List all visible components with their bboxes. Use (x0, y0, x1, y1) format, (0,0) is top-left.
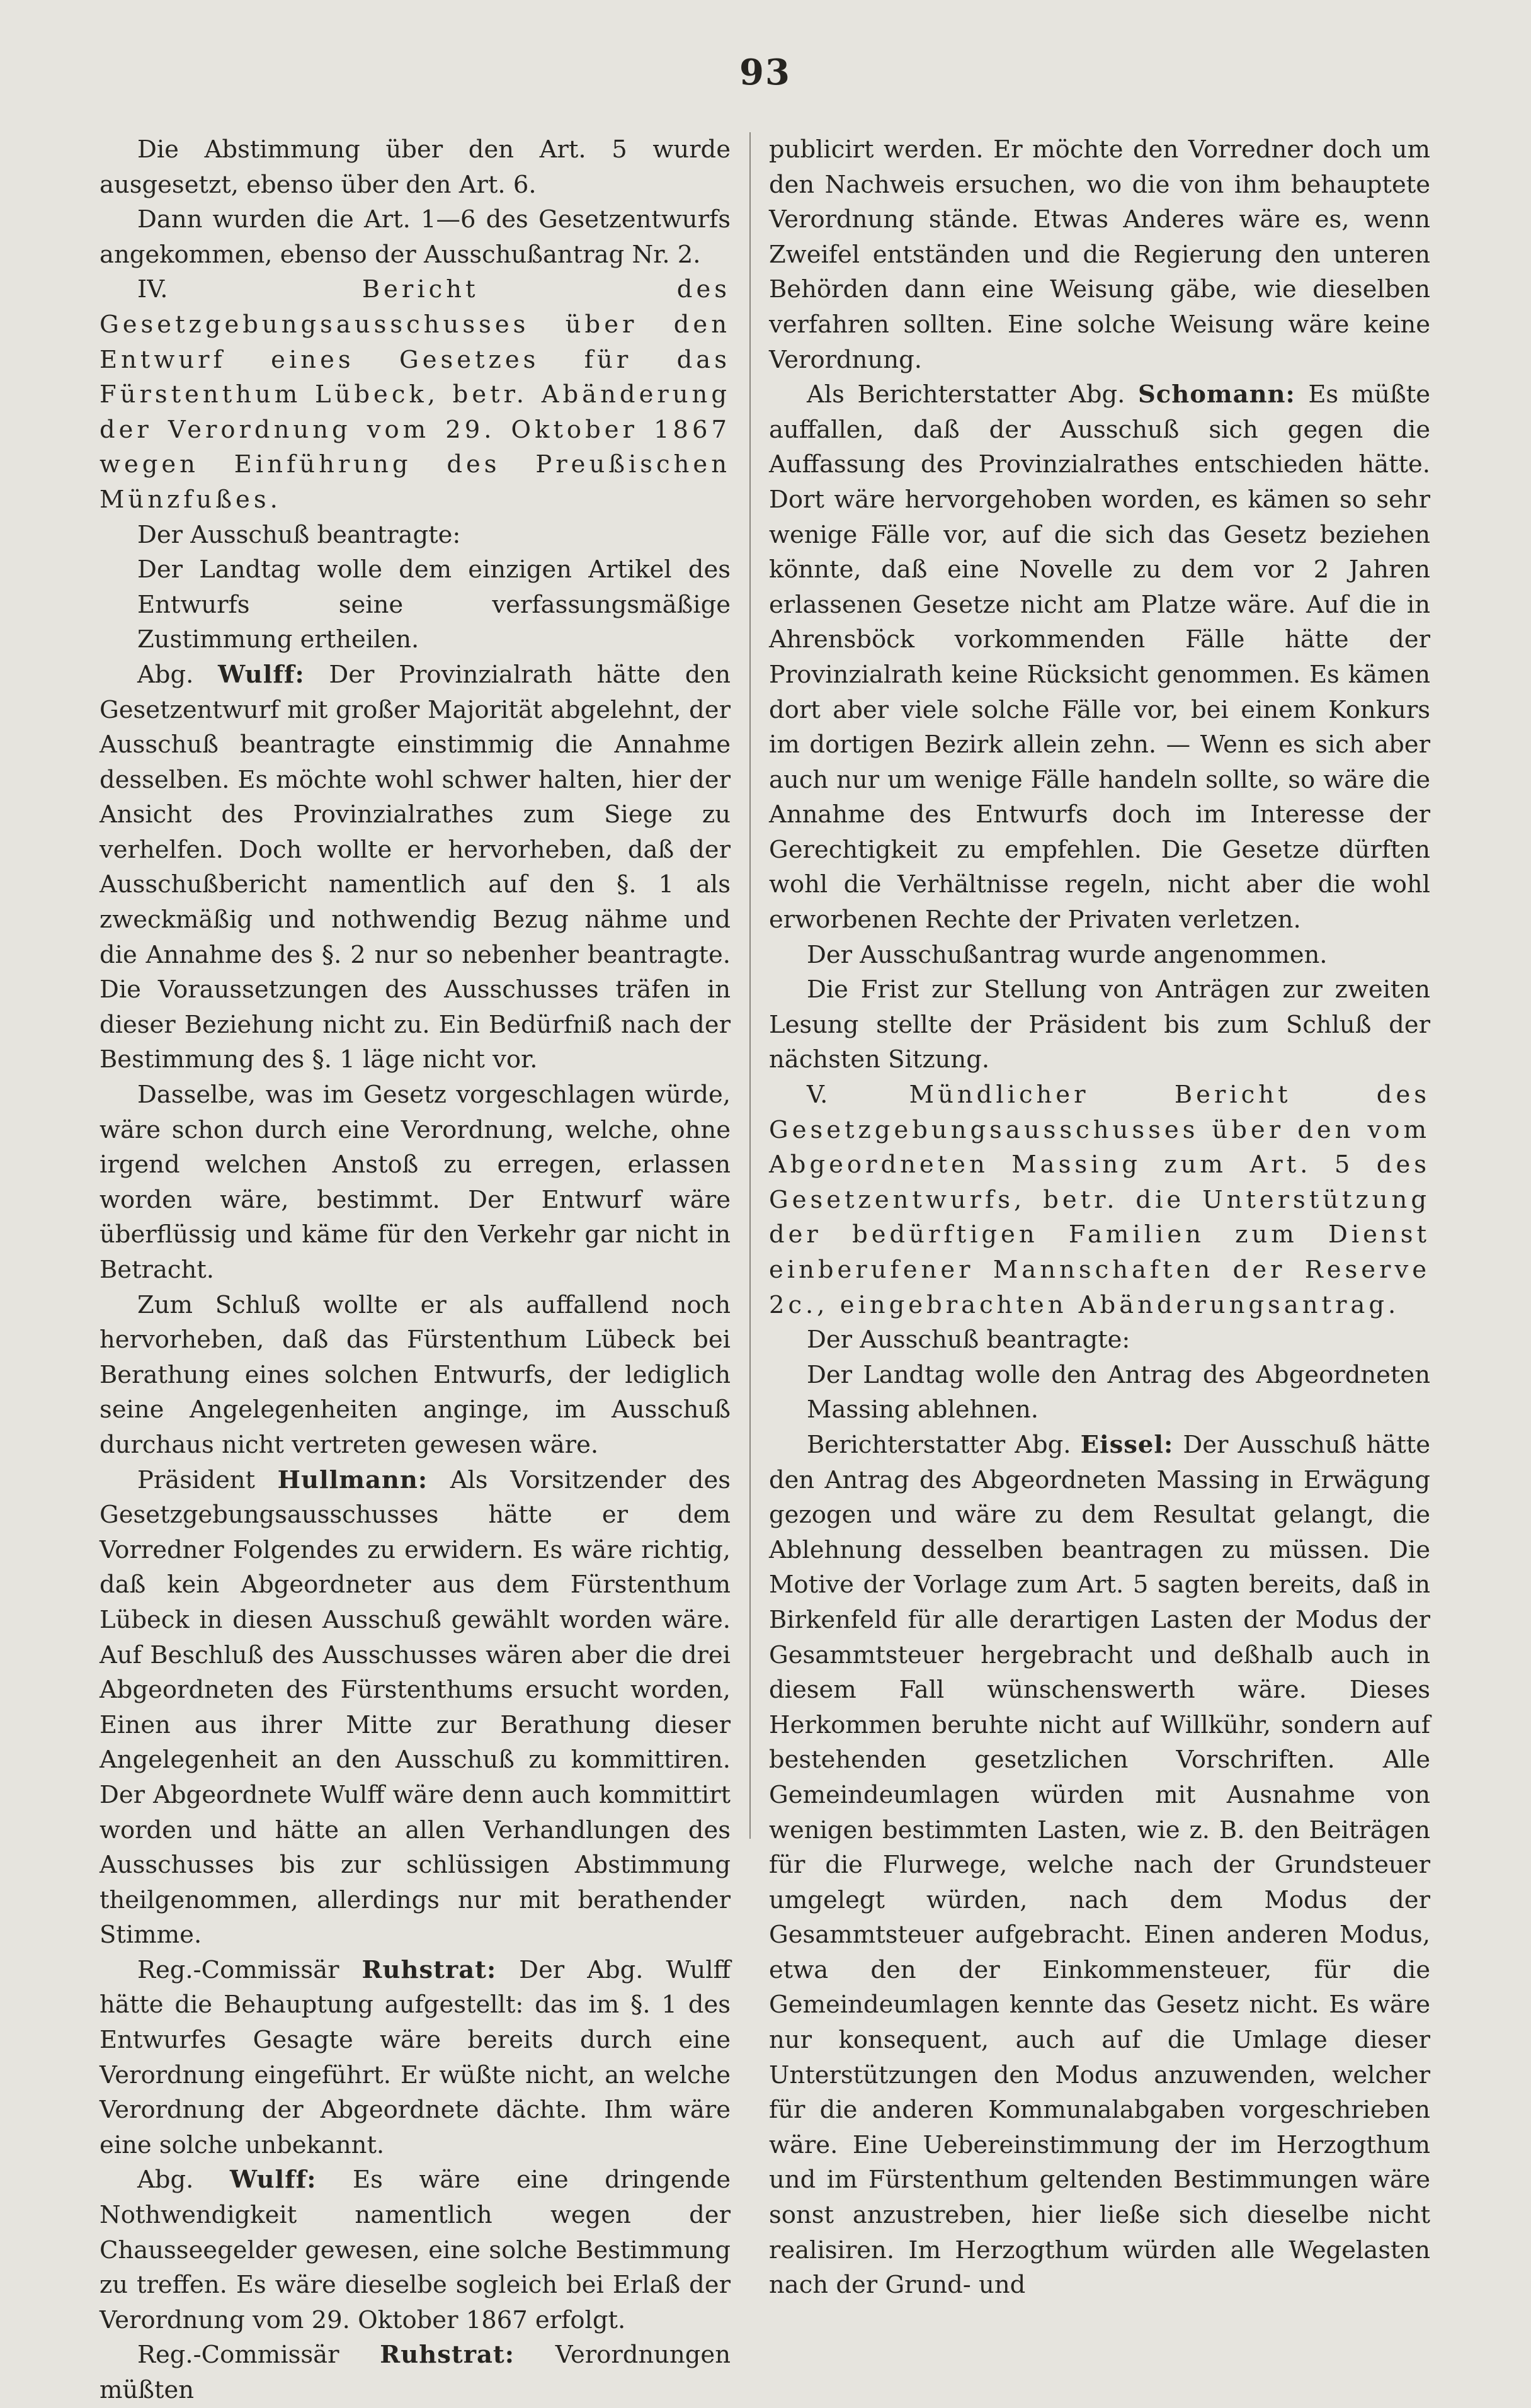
paragraph: Der Ausschuß beantragte: (137, 520, 461, 549)
speech (769, 377, 1430, 938)
paragraph: Dasselbe, was im Gesetz vorgeschlagen würde, wäre schon durch eine Verordnung, welche, ohne irgend welchen Anstoß zu erregen, erlassen worden wäre, bestimmt. Der Entwurf wäre überflüssig und käme für den Verkehr gar nicht in Betracht. (100, 1081, 731, 1284)
speech-text: Als Vorsitzender des Gesetzgebungsausschusses hätte er dem Vorredner Folgendes zu erwidern. Es wäre richtig, daß kein Abgeordneter aus dem Fürstenthum Lübeck in diesen Ausschuß gewählt worden wäre. Auf Beschluß des Ausschusses wären aber die drei Abgeordneten des Fürstenthums ersucht worden, Einen aus ihrer Mitte zur Berathung dieser Angelegenheit an den Ausschuß zu kommittiren. Der Abgeordnete Wulff wäre denn auch kommittirt worden und hätte an allen Verhandlungen des Ausschusses bis zur schlüssigen Abstimmung theilgenommen, allerdings nur mit berathender Stimme. (100, 1465, 731, 1950)
speech-text: Es wäre eine dringende Nothwendigkeit namentlich wegen der Chausseegelder gewesen, eine solche Bestimmung zu treffen. Es wäre dieselbe sogleich bei Erlaß der Verordnung vom 29. Oktober 1867 erfolgt. (100, 2166, 731, 2334)
speech (100, 657, 731, 1077)
speech-text: Es müßte auffallen, daß der Ausschuß sich gegen die Auffassung des Provinzialrathes entschieden hätte. Dort wäre hervorgehoben worden, es kämen so sehr wenige Fälle vor, auf die sich das Gesetz beziehen könnte, daß eine Novelle zu dem vor 2 Jahren erlassenen Gesetze nicht am Platze wäre. Auf die in Ahrensböck vorkommenden Fälle hätte der Provinzialrath keine Rücksicht genommen. Es kämen dort aber viele solche Fälle vor, bei einem Konkurs im dortigen Bezirk allein zehn. — Wenn es sich aber auch nur um wenige Fälle handeln sollte, so wäre die Annahme des Entwurfs doch im Interesse der Gerechtigkeit zu empfehlen. Die Gesetze dürften wohl die Verhältnisse regeln, nicht aber die wohl erworbenen Rechte der Privaten verletzen. (769, 380, 1430, 934)
motion-text: Der Landtag wolle dem einzigen Artikel des Entwurfs seine verfassungsmäßige Zustimmung ertheilen. (137, 555, 731, 654)
speech-text: Der Provinzialrath hätte den Gesetzentwurf mit großer Majorität abgelehnt, der Ausschuß beantragte einstimmig die Annahme desselben. Es möchte wohl schwer halten, hier der Ansicht des Provinzialrathes zum Siege zu verhelfen. Doch wollte er hervorheben, daß der Ausschußbericht namentlich auf den §. 1 als zweckmäßig und nothwendig Bezug nähme und die Annahme des §. 2 nur so nebenher beantragte. Die Voraussetzungen des Ausschusses träfen in dieser Beziehung nicht zu. Ein Bedürfniß nach der Bestimmung des §. 1 läge nicht vor. (100, 660, 731, 1074)
speech (100, 1953, 731, 2163)
speech-text: Der Ausschuß hätte den Antrag des Abgeordneten Massing in Erwägung gezogen und wäre zu dem Resultat gelangt, die Ablehnung desselben beantragen zu müssen. Die Motive der Vorlage zum Art. 5 sagten bereits, daß in Birkenfeld für alle derartigen Lasten der Modus der Gesammtsteuer hergebracht und deßhalb auch in diesem Fall wünschenswerth wäre. Dieses Herkommen beruhte nicht auf Willkühr, sondern auf bestehenden gesetzlichen Vorschriften. Alle Gemeindeumlagen würden mit Ausnahme von wenigen bestimmten Lasten, wie z. B. den Beiträgen für die Flurwege, welche nach der Grundsteuer umgelegt würden, nach dem Modus der Gesammtsteuer aufgebracht. Einen anderen Modus, etwa den der Einkommensteuer, für die Gemeindeumlagen kennte das Gesetz nicht. Es wäre nur konsequent, auch auf die Umlage dieser Unterstützungen den Modus anzuwenden, welcher für die anderen Kommunalabgaben vorgeschrieben wäre. Eine Uebereinstimmung der im Herzogthum und im Fürstenthum geltenden Bestimmungen wäre sonst anzustreben, hier ließe sich dieselbe nicht realisiren. Im Herzogthum würden alle Wegelasten nach der Grund- und (769, 1430, 1430, 2300)
speaker-name: Eissel: (1080, 1430, 1174, 1459)
speech-text: Verordnungen müßten (100, 2341, 731, 2404)
speaker-title: Als Berichterstatter Abg. (807, 380, 1125, 409)
paragraph: Die Frist zur Stellung von Anträgen zur zweiten Lesung stellte der Präsident bis zum Schluß der nächsten Sitzung. (769, 975, 1430, 1074)
paragraph: Zum Schluß wollte er als auffallend noch hervorheben, daß das Fürstenthum Lübeck bei Berathung eines solchen Entwurfs, der lediglich seine Angelegenheiten anginge, im Ausschuß durchaus nicht vertreten gewesen wäre. (100, 1290, 731, 1459)
page-number: 93 (739, 52, 791, 93)
speaker-title: Reg.-Commissär (137, 1955, 339, 1984)
paragraph: Der Ausschußantrag wurde angenommen. (807, 940, 1328, 969)
speech-text: Der Abg. Wulff hätte die Behauptung aufgestellt: das im §. 1 des Entwurfes Gesagte wäre bereits durch eine Verordnung eingeführt. Er wüßte nicht, an welche Verordnung der Abgeordnete dächte. Ihm wäre eine solche unbekannt. (100, 1955, 731, 2159)
paragraph: publicirt werden. Er möchte den Vorredner doch um den Nachweis ersuchen, wo die von ihm behauptete Verordnung stände. Etwas Anderes wäre es, wenn Zweifel entständen und die Regierung den unteren Behörden dann eine Weisung gäbe, wie dieselben verfahren sollten. Eine solche Weisung wäre keine Verordnung. (769, 135, 1430, 374)
speaker-name: Wulff: (218, 660, 305, 689)
speaker-name: Schomann: (1137, 380, 1295, 409)
speaker-title: Abg. (137, 2166, 194, 2195)
section-heading-v (769, 1077, 1430, 1322)
speaker-name: Wulff: (229, 2166, 317, 2195)
section-title: Bericht des Gesetzgebungsausschusses über den Entwurf eines Gesetzes für das Fürstenthum Lübeck, betr. Abänderung der Verordnung vom 29. Oktober 1867 wegen Einführung des Preußischen Münzfußes. (100, 275, 731, 514)
speaker-title: Berichterstatter Abg. (807, 1430, 1071, 1459)
paragraph: Der Ausschuß beantragte: (807, 1326, 1130, 1354)
speech (100, 1463, 731, 1953)
paragraph: Dann wurden die Art. 1—6 des Gesetzentwurfs angekommen, ebenso der Ausschußantrag Nr. 2. (100, 205, 731, 269)
speaker-name: Ruhstrat: (361, 1955, 497, 1984)
speaker-name: Hullmann: (277, 1465, 428, 1494)
speaker-title: Abg. (137, 660, 194, 689)
motion-text: Der Landtag wolle den Antrag des Abgeordneten Massing ablehnen. (807, 1360, 1430, 1424)
speech (100, 2162, 731, 2337)
right-column (769, 132, 1430, 2303)
speaker-name: Ruhstrat: (380, 2341, 515, 2370)
paragraph: Die Abstimmung über den Art. 5 wurde ausgesetzt, ebenso über den Art. 6. (100, 135, 731, 199)
speaker-title: Präsident (137, 1465, 256, 1494)
speech (100, 2337, 731, 2407)
speech (769, 1428, 1430, 2303)
section-title: Mündlicher Bericht des Gesetzgebungsausschusses über den vom Abgeordneten Massing zum Art. 5 des Gesetzentwurfs, betr. die Unterstützung der bedürftigen Familien zum Dienst einberufener Mannschaften der Reserve 2c., eingebrachten Abänderungsantrag. (769, 1081, 1430, 1319)
section-number: V. (807, 1081, 828, 1110)
section-heading-iv (100, 272, 731, 517)
speaker-title: Reg.-Commissär (137, 2341, 339, 2370)
left-column (100, 132, 731, 2408)
section-number: IV. (137, 275, 168, 304)
column-divider (749, 132, 751, 1839)
